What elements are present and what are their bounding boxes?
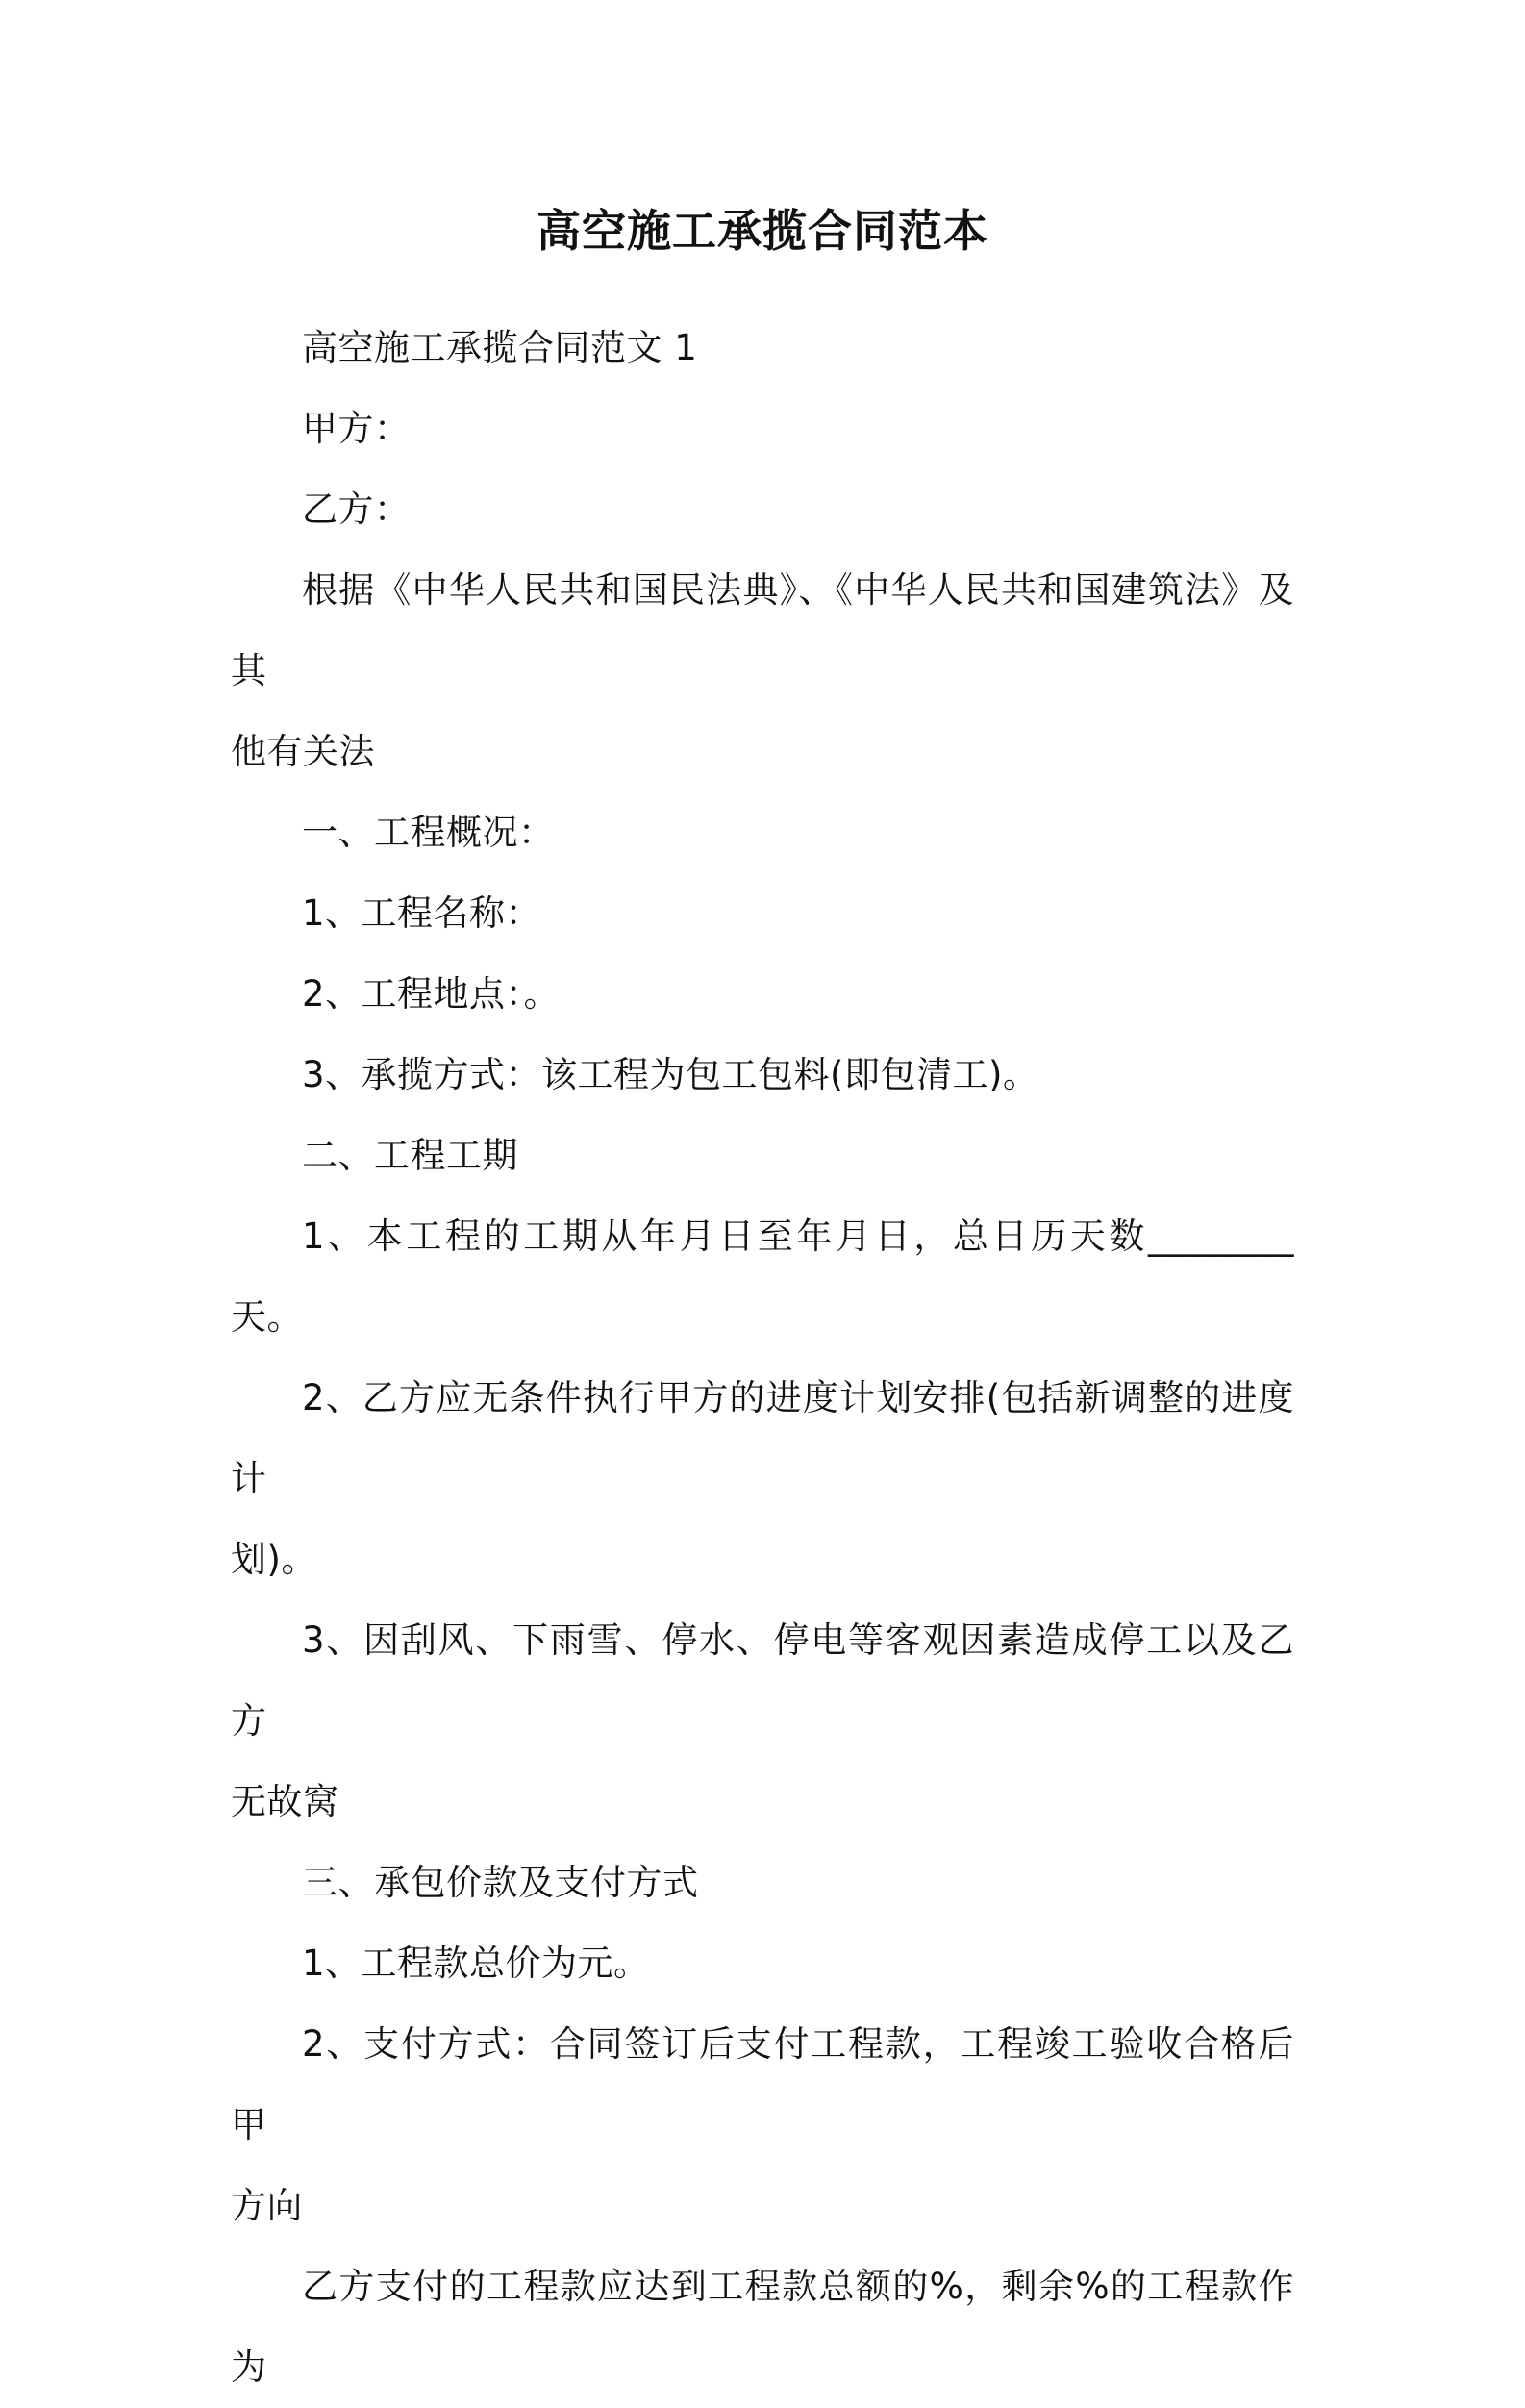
- paragraph-line: 二、工程工期: [302, 1135, 518, 1176]
- paragraph-line: 乙方支付的工程款应达到工程款总额的%，剩余%的工程款作为: [231, 2266, 1294, 2388]
- paragraph-line: 高空施工承揽合同范文 1: [302, 327, 698, 368]
- paragraph: [231, 1035, 1294, 1116]
- paragraph-line: 一、工程概况：: [302, 812, 555, 853]
- paragraph: [231, 308, 1294, 389]
- paragraph-line: 2、工程地点：。: [302, 973, 561, 1015]
- paragraph: [231, 1923, 1294, 2004]
- paragraph-line: 2、支付方式：合同签订后支付工程款，工程竣工验收合格后甲: [231, 2023, 1294, 2145]
- paragraph: [231, 550, 1294, 792]
- paragraph-line: 三、承包价款及支付方式: [302, 1862, 699, 1903]
- paragraph-line-continued: 方向: [231, 2185, 303, 2226]
- paragraph-line: 1、本工程的工期从年月日至年月日，总日历天数________天。: [231, 1216, 1294, 1338]
- paragraph: [231, 873, 1294, 954]
- paragraph-line: 2、乙方应无条件执行甲方的进度计划安排(包括新调整的进度计: [231, 1377, 1294, 1499]
- section-heading: [231, 1116, 1294, 1196]
- paragraph: [231, 1358, 1294, 1600]
- paragraph-line: 1、工程款总价为元。: [302, 1943, 650, 1984]
- section-heading: [231, 792, 1294, 873]
- paragraph-line: 3、因刮风、下雨雪、停水、停电等客观因素造成停工以及乙方: [231, 1619, 1294, 1742]
- paragraph-line: 甲方：: [302, 408, 411, 449]
- paragraph: [231, 1196, 1294, 1358]
- paragraph-line: 1、工程名称：: [302, 892, 542, 934]
- section-heading: [231, 1843, 1294, 1923]
- paragraph: [231, 469, 1294, 550]
- paragraph: [231, 2246, 1294, 2408]
- paragraph-line: 根据《中华人民共和国民法典》、《中华人民共和国建筑法》及其: [231, 569, 1294, 691]
- paragraph-line-continued: 他有关法: [231, 731, 375, 772]
- document-title: 高空施工承揽合同范本: [537, 205, 988, 257]
- paragraph-line: 乙方：: [302, 489, 411, 530]
- paragraph-line-continued: 划)。: [231, 1539, 317, 1580]
- paragraph: [231, 2004, 1294, 2246]
- document-body: [231, 308, 1294, 2408]
- paragraph-line: 3、承揽方式：该工程为包工包料(即包清工)。: [302, 1054, 1039, 1095]
- paragraph: [231, 954, 1294, 1035]
- paragraph: [231, 1600, 1294, 1843]
- paragraph: [231, 389, 1294, 469]
- paragraph-line-continued: 无故窝: [231, 1781, 339, 1822]
